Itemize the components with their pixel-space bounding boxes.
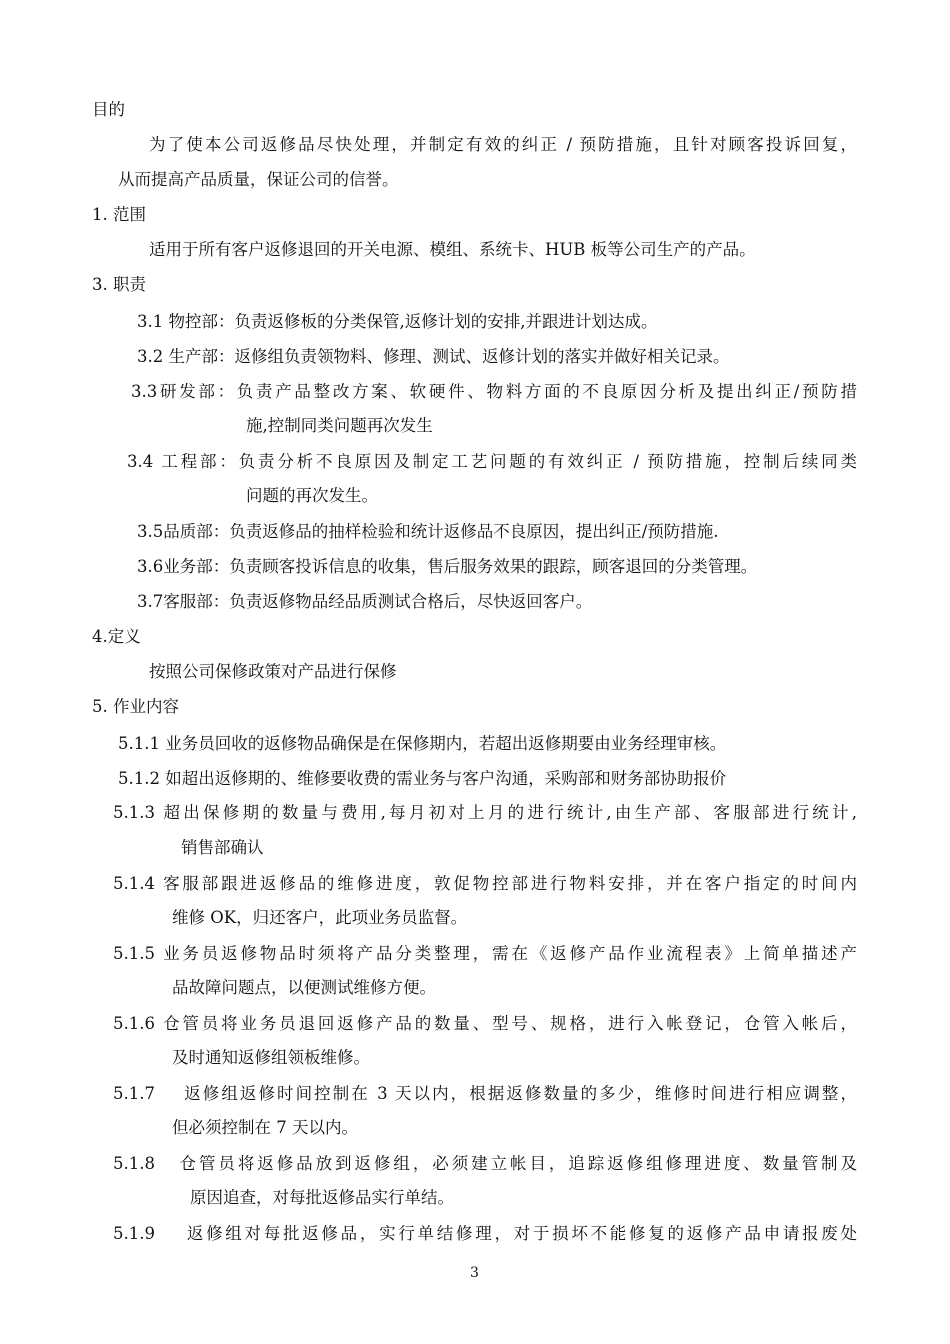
- work-item: 5.1.3 超出保修期的数量与费用,每月初对上月的进行统计,由生产部、客服部进行统计,: [113, 803, 857, 822]
- purpose-heading: 目的: [92, 100, 125, 119]
- responsibility-item: 3.3研发部：负责产品整改方案、软硬件、物料方面的不良原因分析及提出纠正/预防措: [131, 382, 857, 401]
- work-item-continued: 维修 OK，归还客户，此项业务员监督。: [172, 908, 468, 927]
- responsibility-item: 3.6业务部：负责顾客投诉信息的收集，售后服务效果的跟踪，顾客退回的分类管理。: [137, 557, 758, 576]
- responsibility-item: 3.2 生产部：返修组负责领物料、修理、测试、返修计划的落实并做好相关记录。: [137, 347, 730, 366]
- work-item: 5.1.6 仓管员将业务员退回返修产品的数量、型号、规格，进行入帐登记，仓管入帐后，: [113, 1014, 857, 1033]
- definition-text: 按照公司保修政策对产品进行保修: [149, 662, 397, 681]
- work-item: 5.1.1 业务员回收的返修物品确保是在保修期内，若超出返修期要由业务经理审核。: [118, 734, 727, 753]
- work-item-continued: 及时通知返修组领板维修。: [172, 1048, 370, 1067]
- page-number: 3: [470, 1265, 479, 1281]
- work-item: 5.1.2 如超出返修期的、维修要收费的需业务与客户沟通，采购部和财务部协助报价: [118, 769, 727, 788]
- work-item: 5.1.5 业务员返修物品时须将产品分类整理，需在《返修产品作业流程表》上简单描述产: [113, 944, 857, 963]
- work-item-continued: 原因追查，对每批返修品实行单结。: [190, 1188, 454, 1207]
- work-heading: 5. 作业内容: [92, 697, 179, 716]
- work-item: 5.1.7 返修组返修时间控制在 3 天以内，根据返修数量的多少，维修时间进行相应调整，: [113, 1084, 857, 1103]
- responsibility-item: 3.5品质部：负责返修品的抽样检验和统计返修品不良原因，提出纠正/预防措施.: [137, 522, 719, 541]
- definition-heading: 4.定义: [92, 627, 141, 646]
- work-item-continued: 销售部确认: [181, 838, 264, 857]
- work-item-continued: 品故障问题点，以便测试维修方便。: [172, 978, 436, 997]
- responsibility-item: 3.7客服部：负责返修物品经品质测试合格后，尽快返回客户。: [137, 592, 593, 611]
- responsibility-item: 3.1 物控部：负责返修板的分类保管,返修计划的安排,并跟进计划达成。: [137, 312, 658, 331]
- work-item: 5.1.4 客服部跟进返修品的维修进度，敦促物控部进行物料安排，并在客户指定的时间内: [113, 874, 857, 893]
- work-item-continued: 但必须控制在 7 天以内。: [172, 1118, 358, 1137]
- scope-text: 适用于所有客户返修退回的开关电源、模组、系统卡、HUB 板等公司生产的产品。: [149, 240, 756, 259]
- purpose-text-line1: 为了使本公司返修品尽快处理，并制定有效的纠正 / 预防措施，且针对顾客投诉回复，: [149, 135, 857, 154]
- responsibility-item: 3.4 工程部：负责分析不良原因及制定工艺问题的有效纠正 / 预防措施，控制后续同类: [127, 452, 857, 471]
- responsibility-item-continued: 问题的再次发生。: [246, 486, 378, 505]
- work-item: 5.1.9 返修组对每批返修品，实行单结修理，对于损坏不能修复的返修产品申请报废处: [113, 1224, 857, 1243]
- purpose-text-line2: 从而提高产品质量，保证公司的信誉。: [118, 170, 399, 189]
- work-item: 5.1.8 仓管员将返修品放到返修组，必须建立帐目，追踪返修组修理进度、数量管制及: [113, 1154, 857, 1173]
- scope-heading: 1. 范围: [92, 205, 146, 224]
- responsibility-item-continued: 施,控制同类问题再次发生: [246, 416, 433, 435]
- responsibilities-heading: 3. 职责: [92, 275, 146, 294]
